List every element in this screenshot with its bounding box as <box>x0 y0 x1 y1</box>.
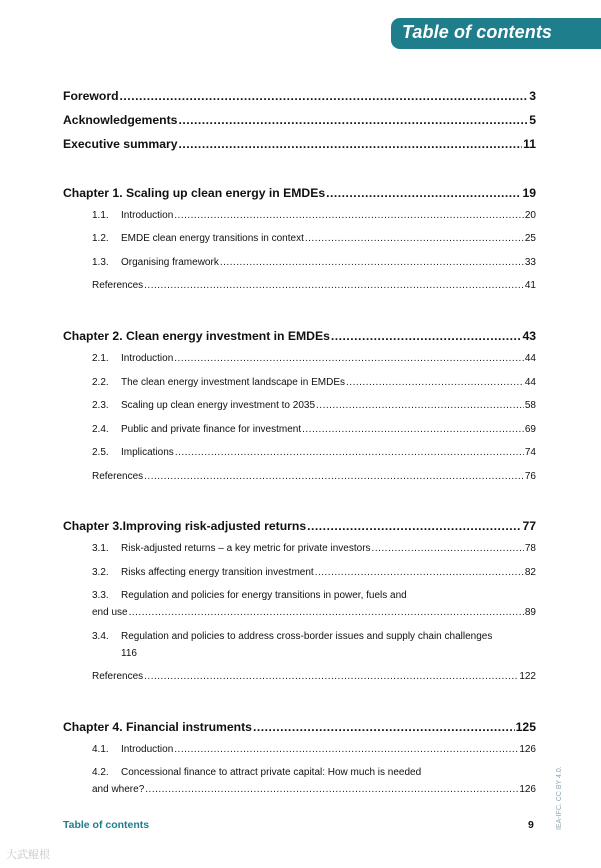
toc-entry-acknowledgements[interactable]: Acknowledgements ..... 5 <box>63 113 536 127</box>
toc-section-4-2-line2[interactable]: and where? ..... 126 <box>92 784 536 795</box>
toc-section-2-1[interactable]: 2.1. Introduction ..... 44 <box>92 353 536 364</box>
toc-chapter-4[interactable]: Chapter 4. Financial instruments ..... 125 <box>63 720 536 734</box>
toc-chapter-1[interactable]: Chapter 1. Scaling up clean energy in EMDEs ..... 19 <box>63 186 536 200</box>
footer-page-number: 9 <box>528 819 534 831</box>
watermark: 大武鲲根 <box>6 849 50 861</box>
toc-references-ch3[interactable]: References ..... 122 <box>92 671 536 682</box>
toc-section-3-3-line2[interactable]: end use ..... 89 <box>92 607 536 618</box>
toc-section-1-2[interactable]: 1.2. EMDE clean energy transitions in context ..... 25 <box>92 233 536 244</box>
toc-section-1-1[interactable]: 1.1. Introduction ..... 20 <box>92 210 536 221</box>
toc-section-2-2[interactable]: 2.2. The clean energy investment landscape in EMDEs ..... 44 <box>92 377 536 388</box>
toc-chapter-2[interactable]: Chapter 2. Clean energy investment in EMDEs ..... 43 <box>63 329 536 343</box>
toc-section-3-3-line1[interactable]: 3.3. Regulation and policies for energy transitions in power, fuels and <box>92 590 407 601</box>
copyright-notice: IEA-IFC. CC BY 4.0. <box>556 766 563 830</box>
toc-section-2-5[interactable]: 2.5. Implications ..... 74 <box>92 447 536 458</box>
toc-references-ch1[interactable]: References ..... 41 <box>92 280 536 291</box>
toc-section-3-4-line2[interactable]: 116 <box>121 648 137 659</box>
page-title: Table of contents <box>402 22 553 42</box>
toc-entry-foreword[interactable]: Foreword ..... 3 <box>63 89 536 103</box>
toc-chapter-3[interactable]: Chapter 3.Improving risk-adjusted returns ..... 77 <box>63 519 536 533</box>
toc-section-1-3[interactable]: 1.3. Organising framework ..... 33 <box>92 257 536 268</box>
toc-section-3-2[interactable]: 3.2. Risks affecting energy transition investment ..... 82 <box>92 567 536 578</box>
footer-section-title: Table of contents <box>63 819 150 831</box>
toc-section-2-4[interactable]: 2.4. Public and private finance for investment ..... 69 <box>92 424 536 435</box>
toc-section-2-3[interactable]: 2.3. Scaling up clean energy investment to 2035 ..... 58 <box>92 400 536 411</box>
toc-section-3-1[interactable]: 3.1. Risk-adjusted returns – a key metric for private investors ..... 78 <box>92 543 536 554</box>
toc-section-3-4-line1[interactable]: 3.4. Regulation and policies to address cross-border issues and supply chain challenges <box>92 631 493 642</box>
toc-references-ch2[interactable]: References ..... 76 <box>92 471 536 482</box>
toc-section-4-2-line1[interactable]: 4.2. Concessional finance to attract private capital: How much is needed <box>92 767 422 778</box>
toc-section-4-1[interactable]: 4.1. Introduction ..... 126 <box>92 744 536 755</box>
toc-entry-executive-summary[interactable]: Executive summary ..... 11 <box>63 137 536 151</box>
